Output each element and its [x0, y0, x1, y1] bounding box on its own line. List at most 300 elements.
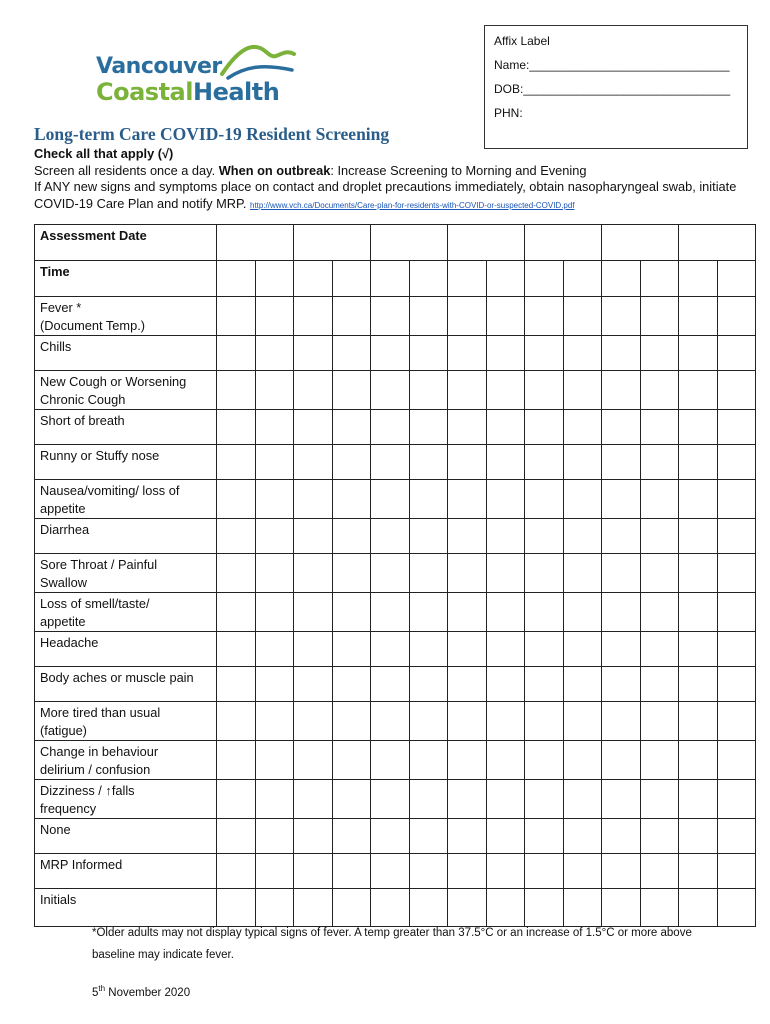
care-plan-link[interactable]: http://www.vch.ca/Documents/Care-plan-for-residents-with-COVID-or-suspected-COVID.pdf: [250, 200, 575, 210]
check-cell[interactable]: [679, 445, 718, 480]
check-cell[interactable]: [332, 741, 371, 780]
check-cell[interactable]: [525, 297, 564, 336]
instructions: [34, 146, 744, 214]
check-cell[interactable]: [332, 519, 371, 554]
check-cell[interactable]: [640, 519, 679, 554]
check-cell[interactable]: [371, 632, 410, 667]
row-label: Initials: [35, 889, 217, 927]
check-cell[interactable]: [448, 519, 487, 554]
check-cell[interactable]: [332, 667, 371, 702]
screen-daily-text: Screen all residents once a day.: [34, 162, 219, 178]
check-cell[interactable]: [217, 480, 256, 519]
fever-footnote: *Older adults may not display typical signs of fever. A temp greater than 37.5°C or an increase of 1.5°C or more above baseline may indicate fever.: [92, 927, 692, 961]
check-cell[interactable]: [409, 667, 448, 702]
check-cell[interactable]: [525, 336, 564, 371]
check-cell[interactable]: [448, 593, 487, 632]
check-cell[interactable]: [563, 819, 602, 854]
check-cell[interactable]: [602, 371, 641, 410]
check-cell[interactable]: [217, 819, 256, 854]
check-cell[interactable]: [679, 480, 718, 519]
check-cell[interactable]: [486, 593, 525, 632]
check-cell[interactable]: [448, 702, 487, 741]
check-cell[interactable]: [255, 371, 294, 410]
time-cell[interactable]: [717, 261, 756, 297]
check-cell[interactable]: [332, 336, 371, 371]
check-cell[interactable]: [409, 632, 448, 667]
check-cell[interactable]: [717, 667, 756, 702]
assessment-date-cell[interactable]: [525, 225, 602, 261]
check-cell[interactable]: [217, 632, 256, 667]
assessment-date-cell[interactable]: [448, 225, 525, 261]
check-cell[interactable]: [563, 445, 602, 480]
check-cell[interactable]: [563, 632, 602, 667]
check-cell[interactable]: [371, 519, 410, 554]
check-cell[interactable]: [332, 593, 371, 632]
affix-label-box: [484, 25, 748, 149]
check-cell[interactable]: [371, 780, 410, 819]
check-cell[interactable]: [640, 741, 679, 780]
check-cell[interactable]: [332, 297, 371, 336]
check-cell[interactable]: [409, 445, 448, 480]
check-cell[interactable]: [602, 336, 641, 371]
assessment-date-cell[interactable]: [217, 225, 294, 261]
check-cell[interactable]: [371, 410, 410, 445]
check-cell[interactable]: [332, 371, 371, 410]
check-cell[interactable]: [602, 297, 641, 336]
check-cell[interactable]: [409, 780, 448, 819]
check-cell[interactable]: [294, 889, 333, 927]
check-cell[interactable]: [409, 741, 448, 780]
check-cell[interactable]: [294, 593, 333, 632]
check-cell[interactable]: [563, 480, 602, 519]
check-cell[interactable]: [332, 554, 371, 593]
check-cell[interactable]: [448, 554, 487, 593]
check-cell[interactable]: [217, 519, 256, 554]
check-cell[interactable]: [563, 854, 602, 889]
check-cell[interactable]: [294, 445, 333, 480]
check-cell[interactable]: [486, 741, 525, 780]
time-cell[interactable]: [448, 261, 487, 297]
check-cell[interactable]: [679, 371, 718, 410]
check-cell[interactable]: [448, 819, 487, 854]
check-cell[interactable]: [217, 702, 256, 741]
row-label: Sore Throat / Painful Swallow: [35, 554, 217, 593]
check-cell[interactable]: [717, 741, 756, 780]
check-cell[interactable]: [371, 819, 410, 854]
check-cell[interactable]: [448, 889, 487, 927]
check-cell[interactable]: [602, 819, 641, 854]
check-cell[interactable]: [717, 593, 756, 632]
check-cell[interactable]: [602, 854, 641, 889]
check-cell[interactable]: [217, 667, 256, 702]
check-cell[interactable]: [679, 702, 718, 741]
check-cell[interactable]: [409, 854, 448, 889]
check-cell[interactable]: [486, 410, 525, 445]
check-cell[interactable]: [679, 554, 718, 593]
check-cell[interactable]: [679, 519, 718, 554]
check-cell[interactable]: [525, 519, 564, 554]
check-cell[interactable]: [525, 554, 564, 593]
check-cell[interactable]: [255, 445, 294, 480]
check-cell[interactable]: [409, 819, 448, 854]
check-cell[interactable]: [679, 780, 718, 819]
check-cell[interactable]: [448, 632, 487, 667]
check-cell[interactable]: [563, 519, 602, 554]
assessment-date-cell[interactable]: [602, 225, 679, 261]
time-cell[interactable]: [525, 261, 564, 297]
check-cell[interactable]: [255, 889, 294, 927]
check-cell[interactable]: [332, 889, 371, 927]
check-cell[interactable]: [717, 854, 756, 889]
check-cell[interactable]: [448, 297, 487, 336]
check-cell[interactable]: [255, 702, 294, 741]
check-cell[interactable]: [563, 336, 602, 371]
check-cell[interactable]: [525, 667, 564, 702]
check-cell[interactable]: [640, 410, 679, 445]
check-cell[interactable]: [486, 819, 525, 854]
check-cell[interactable]: [371, 889, 410, 927]
check-cell[interactable]: [332, 410, 371, 445]
check-cell[interactable]: [294, 780, 333, 819]
check-cell[interactable]: [679, 819, 718, 854]
check-cell[interactable]: [486, 554, 525, 593]
check-cell[interactable]: [640, 780, 679, 819]
symptom-row: [35, 371, 756, 410]
check-cell[interactable]: [294, 667, 333, 702]
check-cell[interactable]: [217, 854, 256, 889]
check-cell[interactable]: [409, 702, 448, 741]
check-cell[interactable]: [371, 445, 410, 480]
check-cell[interactable]: [525, 410, 564, 445]
check-cell[interactable]: [409, 519, 448, 554]
check-cell[interactable]: [640, 702, 679, 741]
check-cell[interactable]: [486, 336, 525, 371]
time-cell[interactable]: [640, 261, 679, 297]
symptom-row: [35, 702, 756, 741]
row-label: Chills: [35, 336, 217, 371]
check-cell[interactable]: [294, 741, 333, 780]
check-cell[interactable]: [563, 410, 602, 445]
time-cell[interactable]: [332, 261, 371, 297]
check-cell[interactable]: [640, 554, 679, 593]
check-cell[interactable]: [563, 667, 602, 702]
check-cell[interactable]: [294, 480, 333, 519]
check-cell[interactable]: [409, 593, 448, 632]
check-cell[interactable]: [486, 371, 525, 410]
symptom-row: [35, 632, 756, 667]
check-cell[interactable]: [409, 480, 448, 519]
time-cell[interactable]: [679, 261, 718, 297]
dob-field[interactable]: DOB:_______________________________: [494, 82, 731, 96]
check-cell[interactable]: [332, 480, 371, 519]
check-cell[interactable]: [640, 297, 679, 336]
row-label: MRP Informed: [35, 854, 217, 889]
check-cell[interactable]: [717, 780, 756, 819]
time-cell[interactable]: [409, 261, 448, 297]
check-cell[interactable]: [717, 554, 756, 593]
check-cell[interactable]: [717, 519, 756, 554]
check-cell[interactable]: [717, 889, 756, 927]
check-cell[interactable]: [679, 593, 718, 632]
check-cell[interactable]: [717, 480, 756, 519]
check-cell[interactable]: [409, 410, 448, 445]
check-cell[interactable]: [448, 336, 487, 371]
check-cell[interactable]: [563, 554, 602, 593]
check-cell[interactable]: [332, 632, 371, 667]
check-cell[interactable]: [717, 445, 756, 480]
check-cell[interactable]: [602, 410, 641, 445]
check-cell[interactable]: [486, 519, 525, 554]
check-cell[interactable]: [332, 702, 371, 741]
time-cell[interactable]: [255, 261, 294, 297]
check-cell[interactable]: [717, 371, 756, 410]
check-cell[interactable]: [486, 780, 525, 819]
row-label: Fever * (Document Temp.): [35, 297, 217, 336]
check-cell[interactable]: [294, 554, 333, 593]
check-cell[interactable]: [486, 297, 525, 336]
time-cell[interactable]: [294, 261, 333, 297]
check-cell[interactable]: [217, 297, 256, 336]
check-cell[interactable]: [679, 667, 718, 702]
check-cell[interactable]: [640, 336, 679, 371]
check-cell[interactable]: [255, 519, 294, 554]
check-cell[interactable]: [640, 667, 679, 702]
check-cell[interactable]: [717, 410, 756, 445]
check-cell[interactable]: [486, 667, 525, 702]
check-cell[interactable]: [525, 702, 564, 741]
name-field[interactable]: Name:______________________________: [494, 58, 730, 72]
check-cell[interactable]: [294, 519, 333, 554]
logo-word-coastal: Coastal: [96, 78, 193, 106]
check-cell[interactable]: [255, 410, 294, 445]
row-label: Change in behaviour delirium / confusion: [35, 741, 217, 780]
logo-word-vancouver: Vancouver: [96, 54, 222, 79]
check-cell[interactable]: [255, 593, 294, 632]
check-cell[interactable]: [371, 593, 410, 632]
check-cell[interactable]: [640, 632, 679, 667]
check-cell[interactable]: [371, 554, 410, 593]
check-cell[interactable]: [217, 336, 256, 371]
check-cell[interactable]: [217, 780, 256, 819]
check-cell[interactable]: [217, 741, 256, 780]
time-cell[interactable]: [217, 261, 256, 297]
check-cell[interactable]: [448, 445, 487, 480]
check-cell[interactable]: [448, 741, 487, 780]
symptom-row: [35, 336, 756, 371]
check-cell[interactable]: [255, 667, 294, 702]
check-cell[interactable]: [563, 780, 602, 819]
check-cell[interactable]: [640, 819, 679, 854]
check-cell[interactable]: [525, 445, 564, 480]
screening-instruction: [34, 163, 744, 180]
check-cell[interactable]: [525, 780, 564, 819]
check-cell[interactable]: [525, 889, 564, 927]
check-cell[interactable]: [332, 854, 371, 889]
check-cell[interactable]: [217, 593, 256, 632]
check-cell[interactable]: [409, 297, 448, 336]
check-cell[interactable]: [294, 297, 333, 336]
check-cell[interactable]: [409, 336, 448, 371]
assessment-date-cell[interactable]: [294, 225, 371, 261]
check-cell[interactable]: [640, 854, 679, 889]
time-cell[interactable]: [563, 261, 602, 297]
check-cell[interactable]: [563, 371, 602, 410]
check-cell[interactable]: [640, 593, 679, 632]
check-cell[interactable]: [679, 410, 718, 445]
check-cell[interactable]: [602, 741, 641, 780]
screening-table: [34, 224, 756, 927]
time-cell[interactable]: [486, 261, 525, 297]
check-cell[interactable]: [294, 632, 333, 667]
check-cell[interactable]: [486, 889, 525, 927]
check-cell[interactable]: [448, 480, 487, 519]
check-cell[interactable]: [409, 554, 448, 593]
row-label: Assessment Date: [35, 225, 217, 261]
check-cell[interactable]: [717, 336, 756, 371]
assessment-date-cell[interactable]: [679, 225, 756, 261]
check-cell[interactable]: [371, 854, 410, 889]
check-cell[interactable]: [255, 554, 294, 593]
check-cell[interactable]: [679, 336, 718, 371]
outbreak-label: When on outbreak: [218, 162, 331, 178]
check-cell[interactable]: [448, 780, 487, 819]
check-cell[interactable]: [486, 632, 525, 667]
row-label: Nausea/vomiting/ loss of appetite: [35, 480, 217, 519]
check-cell[interactable]: [602, 519, 641, 554]
check-cell[interactable]: [371, 667, 410, 702]
row-label: Dizziness / ↑falls frequency: [35, 780, 217, 819]
check-cell[interactable]: [525, 819, 564, 854]
check-cell[interactable]: [640, 480, 679, 519]
check-cell[interactable]: [448, 854, 487, 889]
time-cell[interactable]: [371, 261, 410, 297]
check-cell[interactable]: [602, 480, 641, 519]
check-cell[interactable]: [294, 410, 333, 445]
check-cell[interactable]: [563, 297, 602, 336]
check-cell[interactable]: [679, 297, 718, 336]
check-cell[interactable]: [371, 336, 410, 371]
check-cell[interactable]: [255, 854, 294, 889]
check-cell[interactable]: [255, 632, 294, 667]
check-cell[interactable]: [332, 445, 371, 480]
check-cell[interactable]: [525, 741, 564, 780]
check-cell[interactable]: [217, 371, 256, 410]
check-cell[interactable]: [602, 593, 641, 632]
check-cell[interactable]: [602, 667, 641, 702]
check-cell[interactable]: [717, 819, 756, 854]
check-cell[interactable]: [294, 819, 333, 854]
check-cell[interactable]: [217, 410, 256, 445]
check-cell[interactable]: [525, 632, 564, 667]
check-cell[interactable]: [640, 445, 679, 480]
symptom-row: [35, 554, 756, 593]
assessment-date-cell[interactable]: [371, 225, 448, 261]
check-cell[interactable]: [602, 780, 641, 819]
time-cell[interactable]: [602, 261, 641, 297]
check-cell[interactable]: [217, 554, 256, 593]
check-cell[interactable]: [525, 371, 564, 410]
check-cell[interactable]: [448, 667, 487, 702]
check-cell[interactable]: [602, 632, 641, 667]
check-cell[interactable]: [486, 445, 525, 480]
outbreak-text: : Increase Screening to Morning and Evening: [330, 162, 587, 178]
check-cell[interactable]: [255, 336, 294, 371]
check-cell[interactable]: [332, 780, 371, 819]
check-cell[interactable]: [371, 741, 410, 780]
check-cell[interactable]: [409, 889, 448, 927]
check-cell[interactable]: [486, 702, 525, 741]
check-cell[interactable]: [255, 741, 294, 780]
check-cell[interactable]: [602, 889, 641, 927]
check-cell[interactable]: [717, 297, 756, 336]
symptom-row: [35, 854, 756, 889]
check-cell[interactable]: [409, 371, 448, 410]
symptom-row: [35, 889, 756, 927]
symptom-row: [35, 445, 756, 480]
check-cell[interactable]: [371, 371, 410, 410]
symptom-row: [35, 780, 756, 819]
time-row: [35, 261, 756, 297]
check-cell[interactable]: [717, 632, 756, 667]
check-cell[interactable]: [255, 480, 294, 519]
check-cell[interactable]: [217, 889, 256, 927]
check-cell[interactable]: [640, 371, 679, 410]
check-cell[interactable]: [640, 889, 679, 927]
date-suffix: th: [98, 984, 106, 993]
check-cell[interactable]: [217, 445, 256, 480]
check-cell[interactable]: [371, 480, 410, 519]
check-all-instruction: Check all that apply (√): [34, 146, 174, 161]
precautions-text: If ANY new signs and symptoms place on contact and droplet precautions immediately, obtain nasopharyngeal swab, initiate COVID-19 Care Plan and notify MRP.: [34, 179, 737, 211]
check-cell[interactable]: [294, 336, 333, 371]
check-cell[interactable]: [255, 297, 294, 336]
check-cell[interactable]: [717, 702, 756, 741]
check-cell[interactable]: [371, 297, 410, 336]
check-cell[interactable]: [448, 371, 487, 410]
check-cell[interactable]: [525, 854, 564, 889]
date-rest: November 2020: [105, 986, 191, 999]
check-cell[interactable]: [563, 741, 602, 780]
check-cell[interactable]: [294, 371, 333, 410]
check-cell[interactable]: [448, 410, 487, 445]
check-cell[interactable]: [602, 554, 641, 593]
check-cell[interactable]: [255, 819, 294, 854]
check-cell[interactable]: [679, 741, 718, 780]
check-cell[interactable]: [525, 593, 564, 632]
check-cell[interactable]: [525, 480, 564, 519]
check-cell[interactable]: [602, 445, 641, 480]
check-cell[interactable]: [563, 593, 602, 632]
check-cell[interactable]: [486, 854, 525, 889]
phn-field[interactable]: PHN:: [494, 106, 523, 120]
check-cell[interactable]: [563, 889, 602, 927]
check-cell[interactable]: [602, 702, 641, 741]
check-cell[interactable]: [679, 632, 718, 667]
row-label: Runny or Stuffy nose: [35, 445, 217, 480]
logo-word-health: Health: [192, 78, 280, 106]
check-cell[interactable]: [679, 854, 718, 889]
assessment-date-row: [35, 225, 756, 261]
check-cell[interactable]: [294, 702, 333, 741]
check-cell[interactable]: [255, 780, 294, 819]
check-cell[interactable]: [294, 854, 333, 889]
row-label: More tired than usual (fatigue): [35, 702, 217, 741]
check-cell[interactable]: [679, 889, 718, 927]
check-cell[interactable]: [563, 702, 602, 741]
check-cell[interactable]: [371, 702, 410, 741]
check-cell[interactable]: [332, 819, 371, 854]
check-cell[interactable]: [486, 480, 525, 519]
